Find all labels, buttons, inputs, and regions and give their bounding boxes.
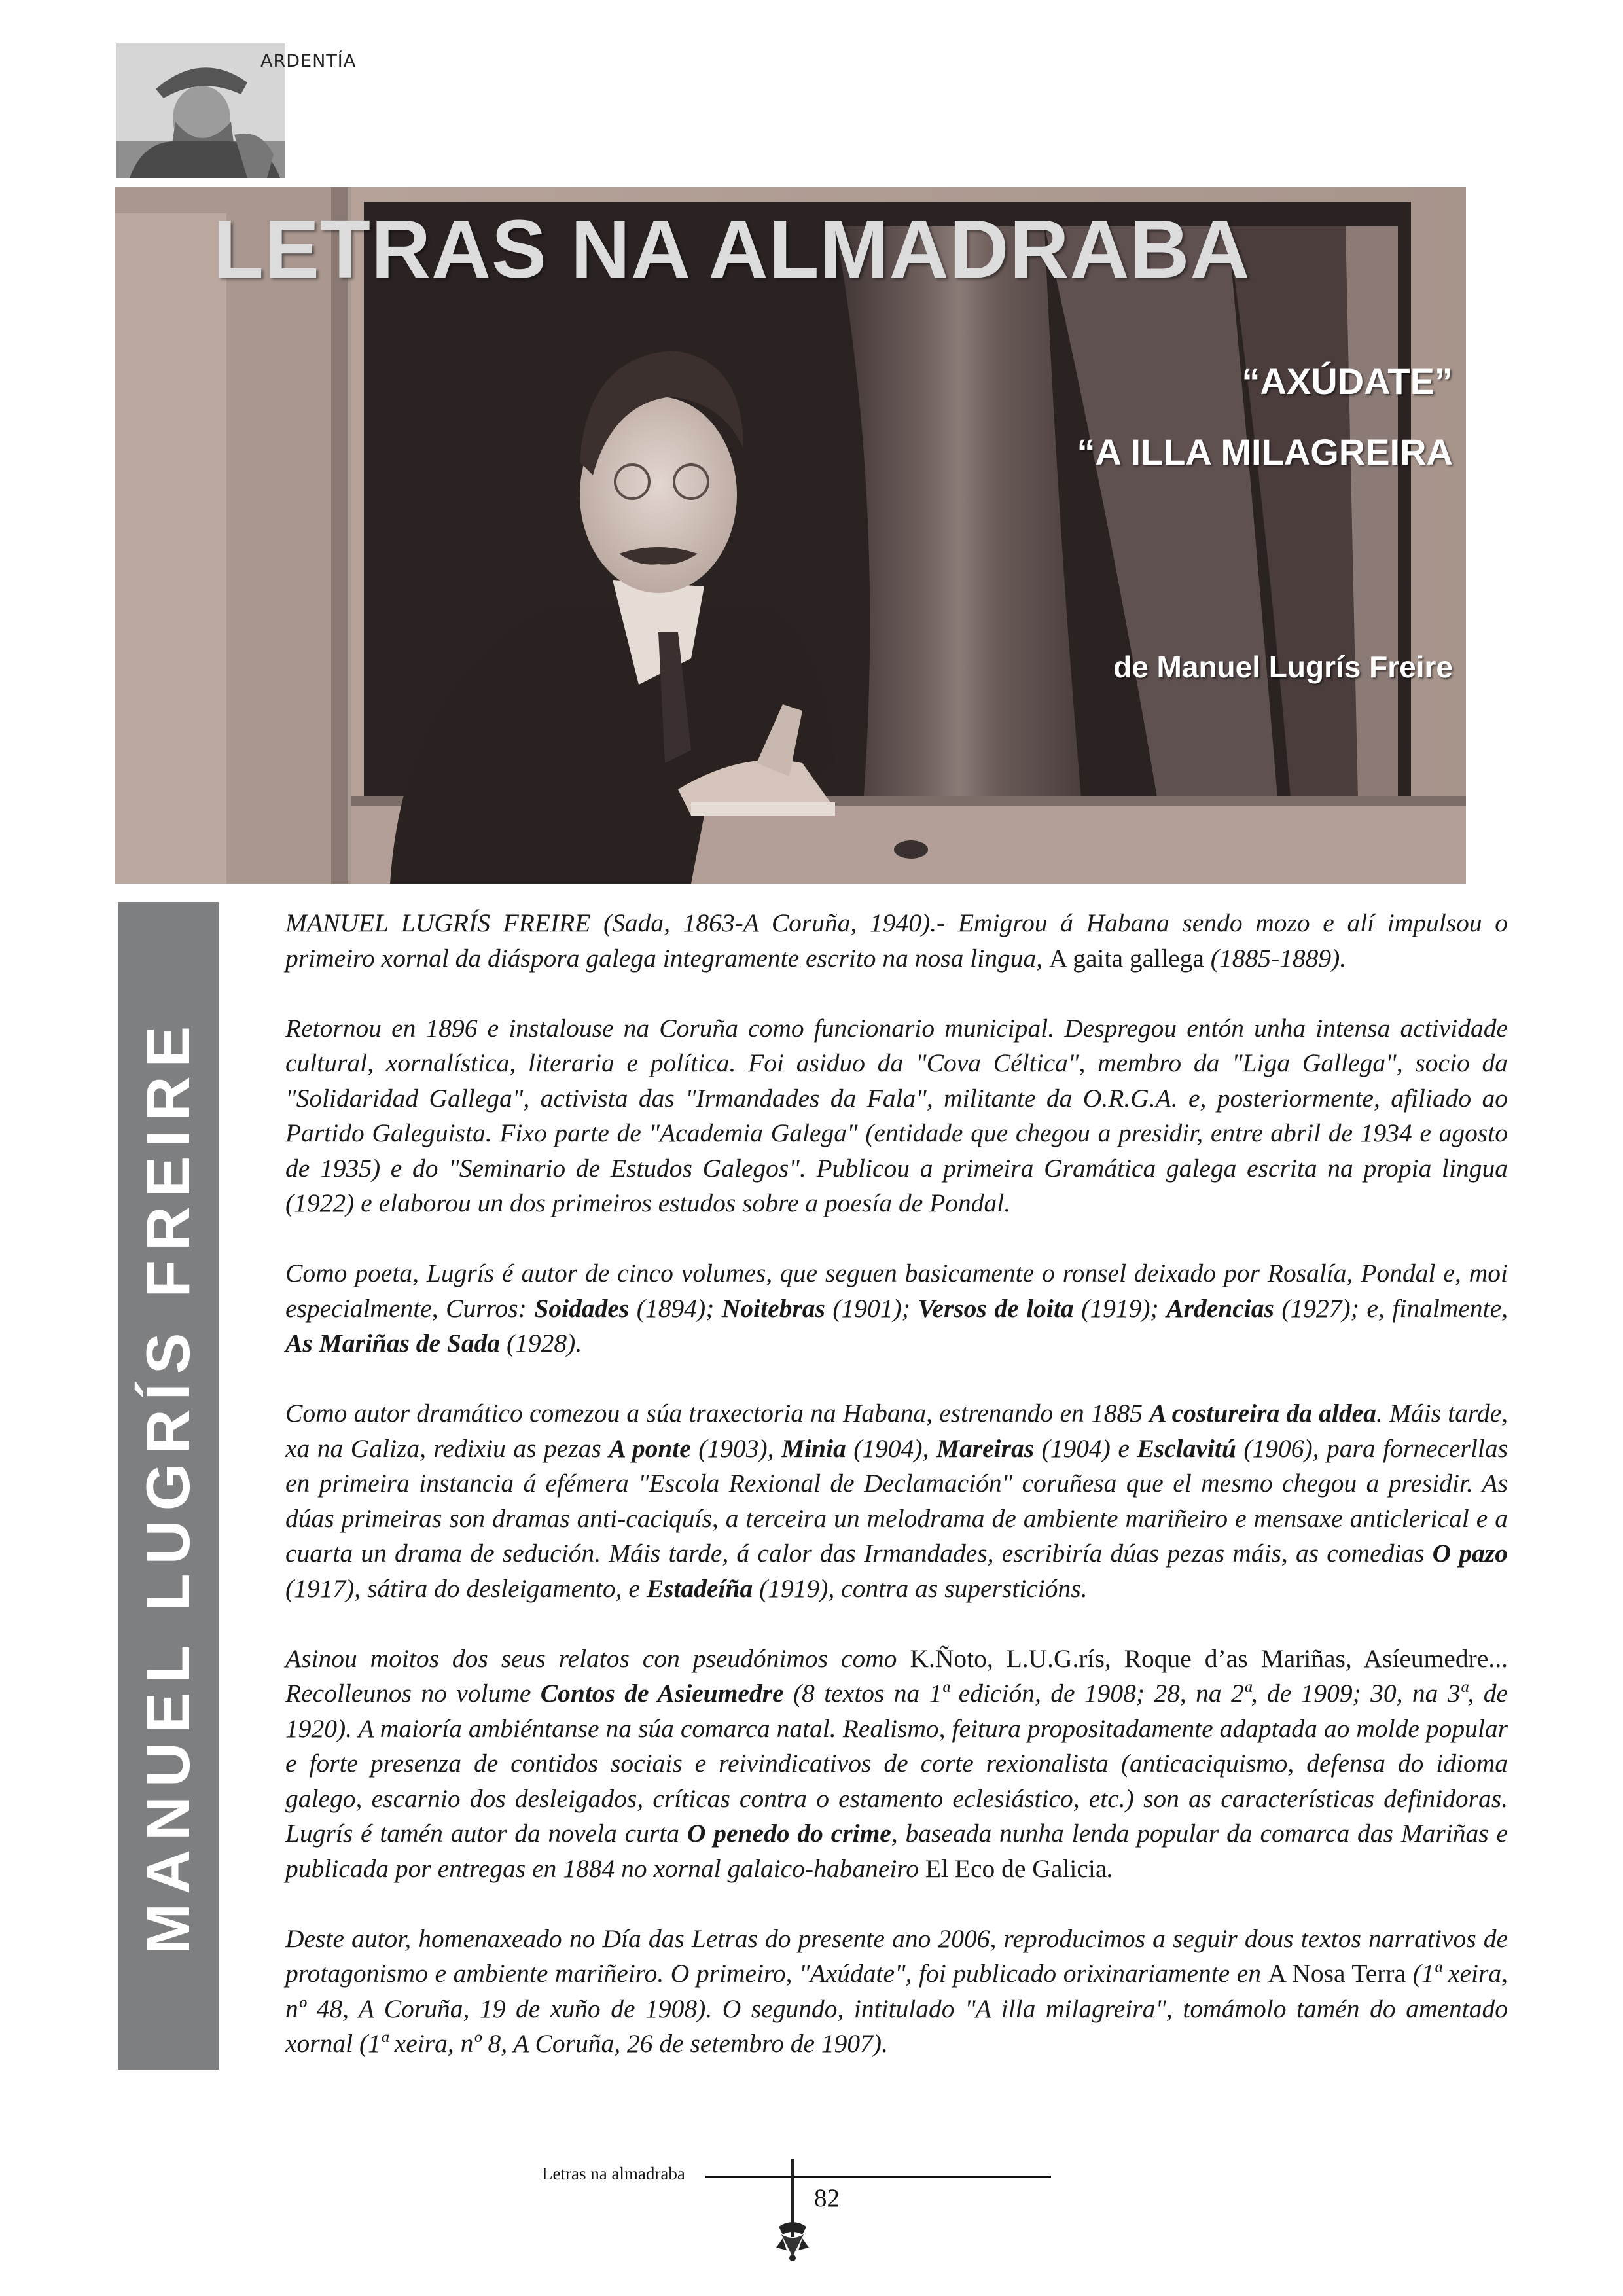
newspaper-title: A Nosa Terra bbox=[1268, 1959, 1406, 1988]
play-title: Estadeíña bbox=[646, 1573, 753, 1603]
book-title: Versos de loita bbox=[918, 1293, 1074, 1323]
novel-title: O penedo do crime bbox=[687, 1819, 891, 1848]
subtitle-axudate: “AXÚDATE” bbox=[1241, 361, 1453, 402]
paragraph-biography: Retornou en 1896 e instalouse na Coruña como funcionario municipal. Despregou entón unha intensa actividade cultural, xornalística, literaria e política. Foi asiduo da "Cova Céltica", membro da "Liga Gallega", socio da "Solidaridad Gallega", activista das "Irmandades da Fala", militante da O.R.G.A. e, posteriormente, afiliado ao Partido Galeguista. Fixo parte de "Academia Galega" (entidade que chegou a presidir, entre abril de 1934 e agosto de 1935) e do "Seminario de Estudos Galegos". Publicou a primeira Gramática galega escrita na propia lingua (1922) e elaborou un dos primeiros estudos sobre a poesía de Pondal. bbox=[285, 1013, 1508, 1217]
paragraph-intro: MANUEL LUGRÍS FREIRE (Sada, 1863-A Coruña, 1940).- Emigrou á Habana sendo mozo e alí impulsou o primeiro xornal da diáspora galega integramente escrito na nosa lingua, A gaita gallega (1885-1889). bbox=[285, 908, 1508, 973]
side-band bbox=[118, 902, 219, 2070]
page-title: LETRAS NA ALMADRABA bbox=[213, 203, 1251, 295]
paragraph-poetry: Como poeta, Lugrís é autor de cinco volumes, que seguen basicamente o ronsel deixado por Rosalía, Pondal e, moi especialmente, Curros: Soidades (1894); Noitebras (1901); Versos de loita (1919); Ardencias (1927); e, finalmente, As Mariñas de Sada (1928). bbox=[285, 1259, 1508, 1357]
play-title: A costureira da aldea bbox=[1149, 1399, 1376, 1427]
paragraph-homage: Deste autor, homenaxeado no Día das Letras do presente ano 2006, reproducimos a seguir dous textos narrativos de protagonismo e ambiente mariñeiro. O primeiro, "Axúdate", foi publicado orixinariamente en A Nosa Terra (1ª xeira, nº 48, A Coruña, 19 de xuño de 1908). O segundo, intitulado "A illa milagreira", tomámolo tamén do amentado xornal (1ª xeira, nº 8, A Coruña, 26 de setembro de 1907). bbox=[285, 1924, 1508, 2058]
play-title: A ponte bbox=[609, 1433, 691, 1463]
play-title: O pazo bbox=[1432, 1539, 1508, 1568]
book-title: Noitebras bbox=[721, 1293, 825, 1323]
newspaper-title: El Eco de Galicia bbox=[925, 1854, 1107, 1883]
trident-ornament-icon bbox=[772, 2159, 813, 2263]
play-title: Minia bbox=[781, 1433, 846, 1463]
brand-label: ARDENTÍA bbox=[260, 51, 357, 71]
footer-section-label: Letras na almadraba bbox=[542, 2164, 685, 2183]
paragraph-stories: Asinou moitos dos seus relatos con pseudónimos como K.Ñoto, L.U.G.rís, Roque d’as Mariñas, Asíeumedre... Recolleunos no volume Contos de Asieumedre (8 textos na 1ª edición, de 1908; 28, na 2ª, de 1909; 30, na 3ª, de 1920). A maioría ambiéntanse na súa comarca natal. Realismo, feitura propositadamente adaptada ao molde popular e forte presenza de contidos sociais e reivindicativos de corte rexionalista (anticaciquismo, defensa do idioma galego, escarnio dos desleigados, críticas contra o estamento eclesiástico, etc.) son as características definidoras. Lugrís é tamén autor da novela curta O penedo do crime, baseada nunha lenda popular da comarca das Mariñas e publicada por entregas en 1884 no xornal galaico-habaneiro El Eco de Galicia. bbox=[285, 1643, 1508, 1883]
pseudonyms: K.Ñoto, L.U.G.rís, Roque d’as Mariñas, Asíeumedre... bbox=[910, 1643, 1508, 1673]
book-title: Ardencias bbox=[1166, 1293, 1274, 1323]
footer-divider bbox=[705, 2176, 1051, 2178]
article-body bbox=[285, 906, 1508, 2096]
book-title: As Mariñas de Sada bbox=[285, 1329, 501, 1357]
play-title: Mareiras bbox=[936, 1433, 1035, 1463]
paragraph-drama: Como autor dramático comezou a súa traxectoria na Habana, estrenando en 1885 A costureira da aldea. Máis tarde, xa na Galiza, redixiu as pezas A ponte (1903), Minia (1904), Mareiras (1904) e Esclavitú (1906), para fornecerllas en primeira instancia á efémera "Escola Rexional de Declamación" coruñesa que el mesmo chegou a presidir. As dúas primeiras son dramas anti-caciquís, a terceira un melodrama de ambiente mariñeiro e mensaxe anticlerical e a cuarta un drama de sedución. Máis tarde, á calor das Irmandades, escribiría dúas pezas máis, as comedias O pazo (1917), sátira do desleigamento, e Estadeíña (1919), contra as supersticións. bbox=[285, 1399, 1508, 1603]
book-title: Contos de Asieumedre bbox=[540, 1679, 784, 1708]
author-credit: de Manuel Lugrís Freire bbox=[1113, 650, 1453, 684]
page-number: 82 bbox=[814, 2184, 840, 2212]
play-title: Esclavitú bbox=[1137, 1433, 1236, 1463]
book-title: Soidades bbox=[534, 1293, 630, 1323]
subtitle-illa-milagreira: “A ILLA MILAGREIRA bbox=[1077, 431, 1453, 473]
side-band-label: MANUEL LUGRÍS FREIRE bbox=[134, 1016, 202, 1955]
newspaper-title: A gaita gallega bbox=[1049, 943, 1204, 973]
hero-banner bbox=[115, 187, 1466, 884]
